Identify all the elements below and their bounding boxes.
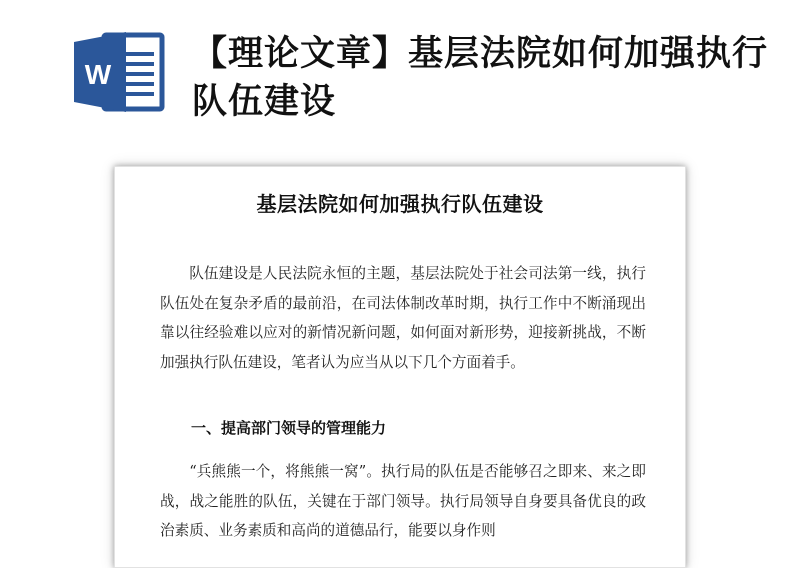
paragraph-intro: 队伍建设是人民法院永恒的主题，基层法院处于社会司法第一线，执行队伍处在复杂矛盾的最前沿，在司法体制改革时期，执行工作中不断涌现出靠以往经验难以应对的新情况新问题，如何面对新形势，迎接新挑战，不断加强执行队伍建设，笔者认为应当从以下几个方面着手。: [160, 265, 646, 371]
word-document-icon: [74, 30, 166, 114]
document-page: [114, 166, 686, 568]
word-icon-letter: W: [84, 59, 112, 90]
document-title: 基层法院如何加强执行队伍建设: [256, 192, 544, 216]
paragraph-section-one: “兵熊熊一个，将熊熊一窝”。执行局的队伍是否能够召之即来、来之即战，战之能胜的队伍，关键在于部门领导。执行局领导自身要具备优良的政治素质、业务素质和高尚的道德品行，能要以身作则: [160, 463, 646, 539]
section-heading: 一、提高部门领导的管理能力: [191, 419, 387, 437]
page-title: 【理论文章】基层法院如何加强执行队伍建设: [192, 34, 769, 122]
header: [0, 0, 800, 150]
